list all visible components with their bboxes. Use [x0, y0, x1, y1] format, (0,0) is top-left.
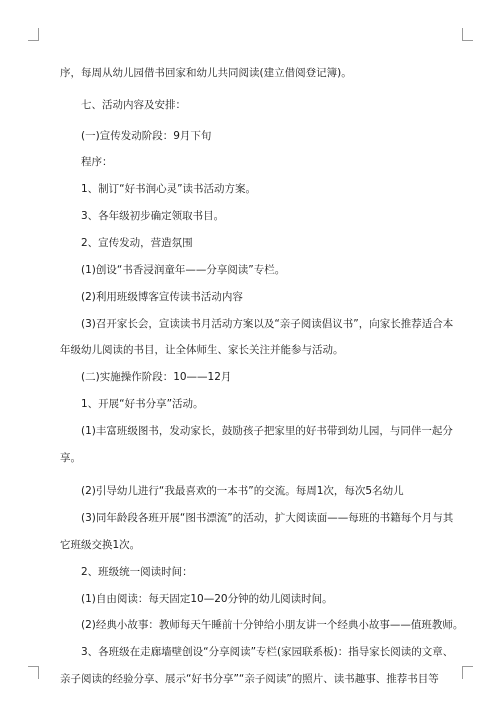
text-line: 序，每周从幼儿园借书回家和幼儿共同阅读(建立借阅登记簿)。	[60, 67, 352, 79]
text-line: 3、各班级在走廊墙壁创设“分享阅读”专栏(家园联系板)：指导家长阅读的文章、	[81, 646, 454, 658]
text-line: 2、宣传发动，营造氛围	[81, 237, 193, 249]
crop-mark-bottom-right	[462, 666, 473, 679]
crop-mark-bottom-left	[28, 666, 39, 679]
text-line: 1、开展“好书分享”活动。	[81, 398, 204, 410]
text-line: (2)经典小故事：教师每天午睡前十分钟给小朋友讲一个经典小故事——值班教师。	[81, 619, 464, 631]
text-line: (1)自由阅读：每天固定10—20分钟的幼儿阅读时间。	[81, 593, 333, 605]
subsection-heading: (一)宣传发动阶段：9月下旬	[81, 130, 212, 142]
text-line: (1)创设“书香浸润童年——分享阅读”专栏。	[81, 264, 286, 276]
crop-mark-top-left	[28, 28, 39, 41]
text-line: (3)召开家长会，宣读读书月活动方案以及“亲子阅读倡议书”，向家长推荐适合本	[81, 318, 454, 330]
subsection-heading: (二)实施操作阶段：10——12月	[81, 371, 232, 383]
text-line: (2)利用班级博客宣传读书活动内容	[81, 291, 243, 303]
crop-mark-top-right	[462, 28, 473, 41]
text-line: 它班级交换1次。	[60, 539, 141, 551]
section-heading: 七、活动内容及安排：	[81, 99, 186, 111]
text-line: 享。	[60, 452, 81, 464]
text-line: 1、制订“好书润心灵”读书活动方案。	[81, 183, 257, 195]
text-line: (2)引导幼儿进行“我最喜欢的一本书”的交流。每周1次，每次5名幼儿	[81, 485, 404, 497]
text-line: 2、班级统一阅读时间：	[81, 566, 193, 578]
text-line: (3)同年龄段各班开展“图书漂流”的活动，扩大阅读面——每班的书籍每个月与其	[81, 512, 454, 524]
text-line: 3、各年级初步确定领取书目。	[81, 210, 225, 222]
text-line: (1)丰富班级图书，发动家长，鼓励孩子把家里的好书带到幼儿园，与同伴一起分	[81, 425, 453, 437]
text-line: 亲子阅读的经验分享、展示“好书分享”“亲子阅读”的照片、读书趣事、推荐书目等	[60, 673, 439, 685]
text-line: 程序：	[81, 156, 113, 168]
text-line: 年级幼儿阅读的书目，让全体师生、家长关注并能参与活动。	[60, 344, 344, 356]
